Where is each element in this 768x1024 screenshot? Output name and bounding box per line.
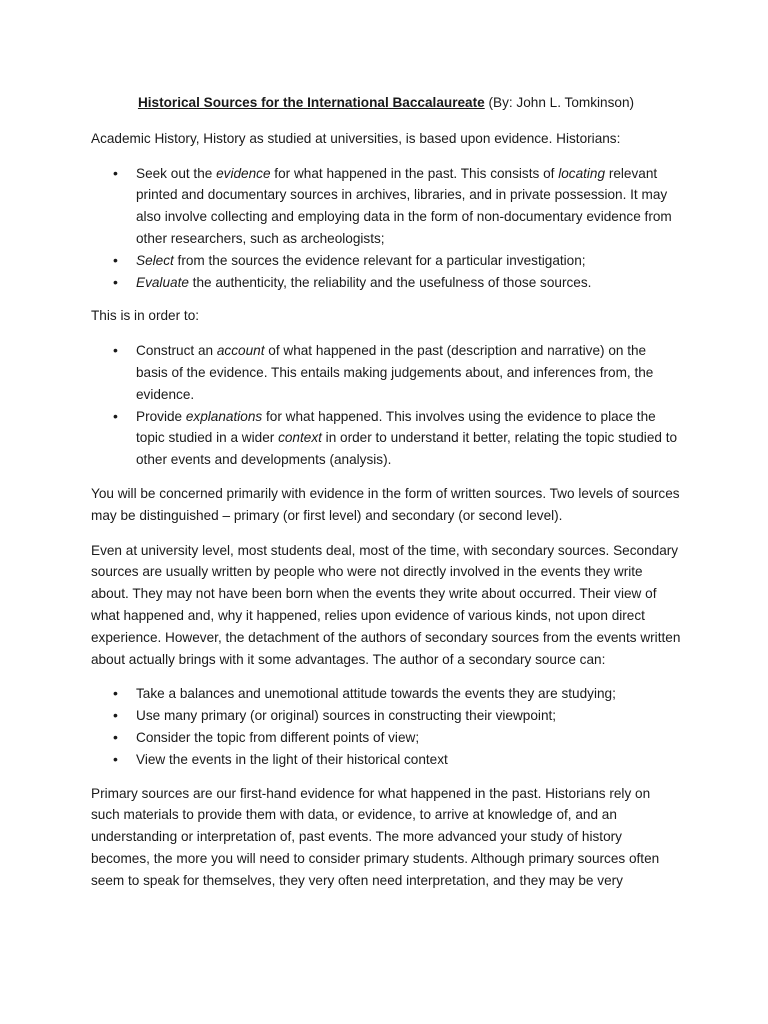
list-item: • Select from the sources the evidence relevant for a particular investigation; (91, 250, 681, 272)
order-items-list (91, 340, 681, 471)
list-item: • Seek out the evidence for what happened in the past. This consists of locating relevant printed and documentary sources in archives, libraries, and in private possession. It may also involve collecting and employing data in the form of non-documentary evidence from other researchers, such as archeologists; (91, 163, 681, 250)
list-item: • Construct an account of what happened in the past (description and narrative) on the basis of the evidence. This entails making judgements about, and inferences from, the evidence. (91, 340, 681, 405)
primary-sources-paragraph: Primary sources are our first-hand evidence for what happened in the past. Historians rely on such materials to provide them with data, or evidence, to arrive at knowledge of, and an understanding or interpretation of, past events. The more advanced your study of history becomes, the more you will need to consider primary students. Although primary sources often seem to speak for themselves, they very often need interpretation, and they may be very (91, 785, 660, 888)
document-title (91, 92, 681, 114)
list-item: • Provide explanations for what happened. This involves using the evidence to place the topic studied in a wider context in order to understand it better, relating the topic studied to other events and developments (analysis). (91, 406, 681, 471)
list-item: • Consider the topic from different points of view; (91, 727, 681, 749)
secondary-sources-paragraph: Even at university level, most students deal, most of the time, with secondary sources. Secondary sources are usually written by people who were not directly involved in the events they write about. They may not have been born when the events they write about occurred. Their view of what happened and, why it happened, relies upon evidence of various kinds, not upon direct experience. However, the detachment of the authors of secondary sources from the events written about actually brings with it some advantages. The author of a secondary source can: (91, 542, 681, 667)
intro-paragraph: Academic History, History as studied at universities, is based upon evidence. Historians: (91, 130, 621, 146)
order-intro-paragraph: This is in order to: (91, 308, 200, 324)
title-main: Historical Sources for the International Baccalaureate (137, 95, 485, 110)
levels-paragraph: You will be concerned primarily with evidence in the form of written sources. Two levels of sources may be distinguished – primary (or first level) and secondary (or second level). (91, 485, 680, 523)
title-byline: (By: John L. Tomkinson) (484, 95, 635, 110)
document-body (91, 92, 681, 905)
list-item: • Take a balances and unemotional attitude towards the events they are studying; (91, 683, 681, 705)
list-item: • Use many primary (or original) sources in constructing their viewpoint; (91, 705, 681, 727)
secondary-advantages-list (91, 683, 681, 770)
historian-tasks-list (91, 163, 681, 294)
list-item: • Evaluate the authenticity, the reliability and the usefulness of those sources. (91, 272, 681, 294)
list-item: • View the events in the light of their historical context (91, 749, 681, 771)
